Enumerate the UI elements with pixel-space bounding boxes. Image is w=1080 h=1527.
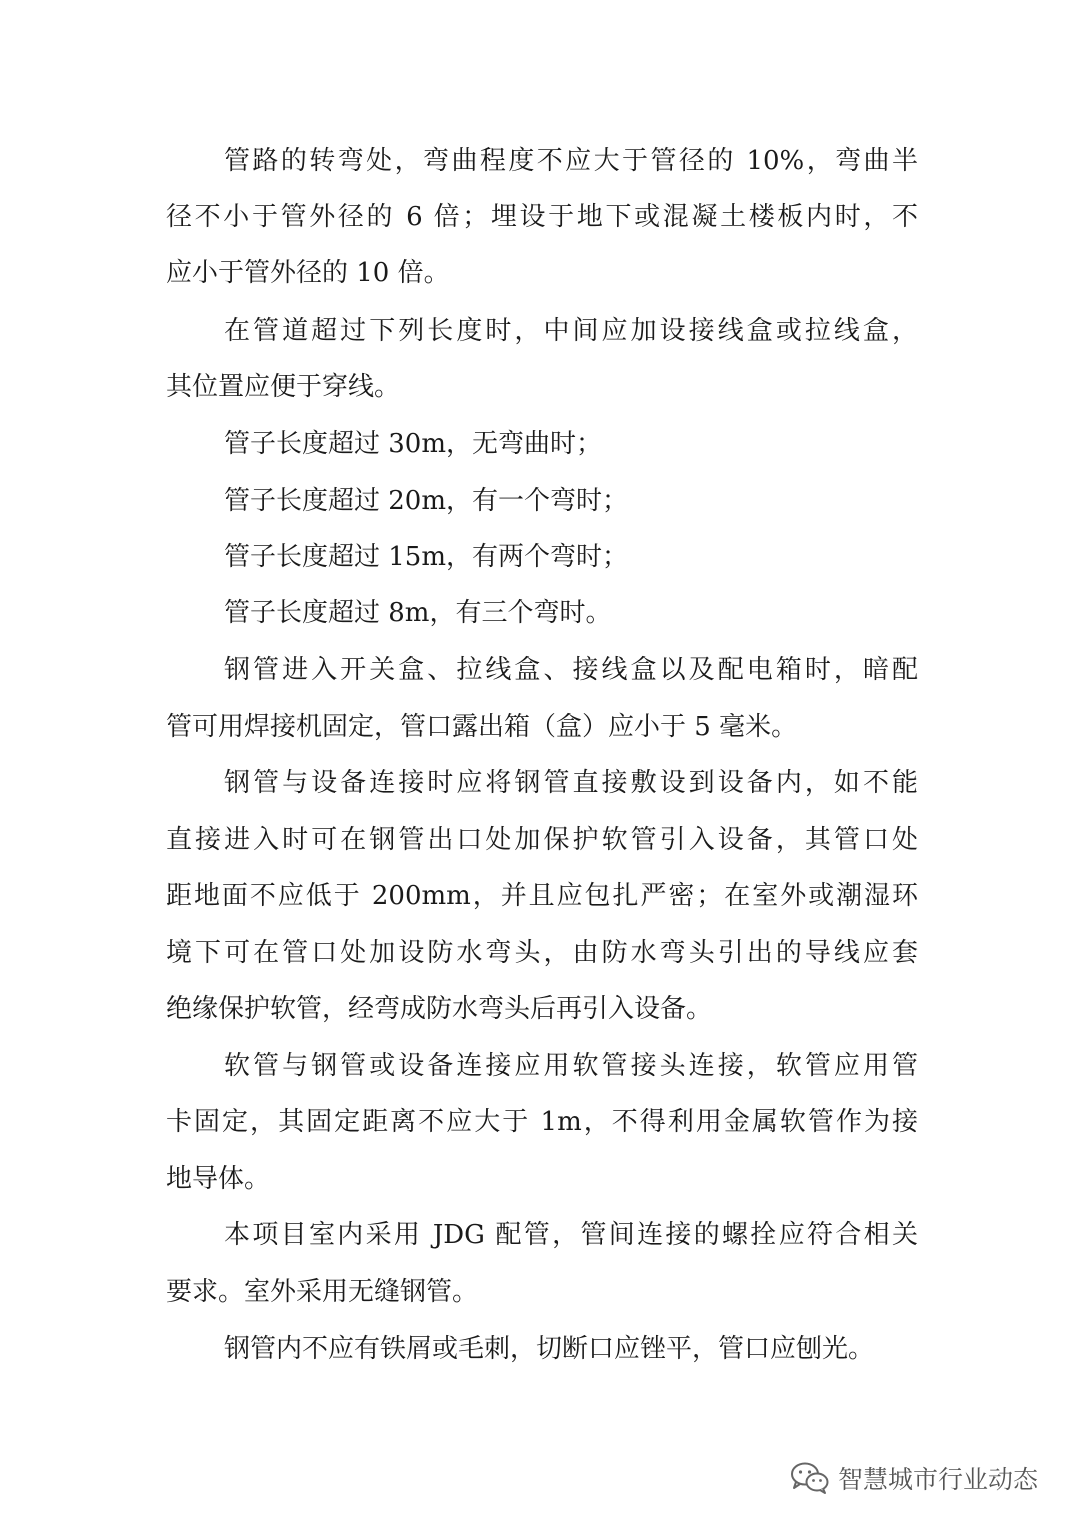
watermark-text: 智慧城市行业动态 [838, 1465, 1039, 1494]
paragraph-line: 卡固定，其固定距离不应大于 1m，不得利用金属软管作为接 [166, 1107, 918, 1137]
list-item: 管子长度超过 8m，有三个弯时。 [224, 598, 612, 628]
paragraph-line: 在管道超过下列长度时，中间应加设接线盒或拉线盒， [224, 316, 918, 346]
paragraph-line: 管路的转弯处，弯曲程度不应大于管径的 10%，弯曲半 [224, 146, 918, 176]
list-item: 管子长度超过 20m，有一个弯时； [224, 486, 629, 516]
list-item: 管子长度超过 15m，有两个弯时； [224, 542, 629, 572]
paragraph-line: 钢管进入开关盒、拉线盒、接线盒以及配电箱时，暗配 [224, 655, 918, 685]
paragraph-line: 直接进入时可在钢管出口处加保护软管引入设备，其管口处 [166, 825, 918, 855]
paragraph-line: 距地面不应低于 200mm，并且应包扎严密；在室外或潮湿环 [166, 881, 918, 911]
paragraph-line: 要求。室外采用无缝钢管。 [166, 1277, 479, 1307]
paragraph-line: 绝缘保护软管，经弯成防水弯头后再引入设备。 [166, 994, 713, 1024]
wechat-icon [790, 1461, 830, 1495]
paragraph-line: 应小于管外径的 10 倍。 [166, 258, 450, 288]
paragraph-line: 其位置应便于穿线。 [166, 372, 401, 402]
paragraph-line: 径不小于管外径的 6 倍；埋设于地下或混凝土楼板内时，不 [166, 202, 918, 232]
paragraph-line: 软管与钢管或设备连接应用软管接头连接，软管应用管 [224, 1051, 918, 1081]
watermark [790, 1458, 1038, 1498]
paragraph-line: 钢管内不应有铁屑或毛刺，切断口应锉平，管口应刨光。 [224, 1334, 875, 1364]
paragraph-line: 本项目室内采用 JDG 配管，管间连接的螺拴应符合相关 [224, 1220, 918, 1250]
paragraph-line: 管可用焊接机固定，管口露出箱（盒）应小于 5 毫米。 [166, 712, 798, 742]
paragraph-line: 钢管与设备连接时应将钢管直接敷设到设备内，如不能 [224, 768, 918, 798]
list-item: 管子长度超过 30m，无弯曲时； [224, 429, 603, 459]
paragraph-line: 地导体。 [166, 1164, 271, 1194]
paragraph-line: 境下可在管口处加设防水弯头，由防水弯头引出的导线应套 [166, 938, 918, 968]
